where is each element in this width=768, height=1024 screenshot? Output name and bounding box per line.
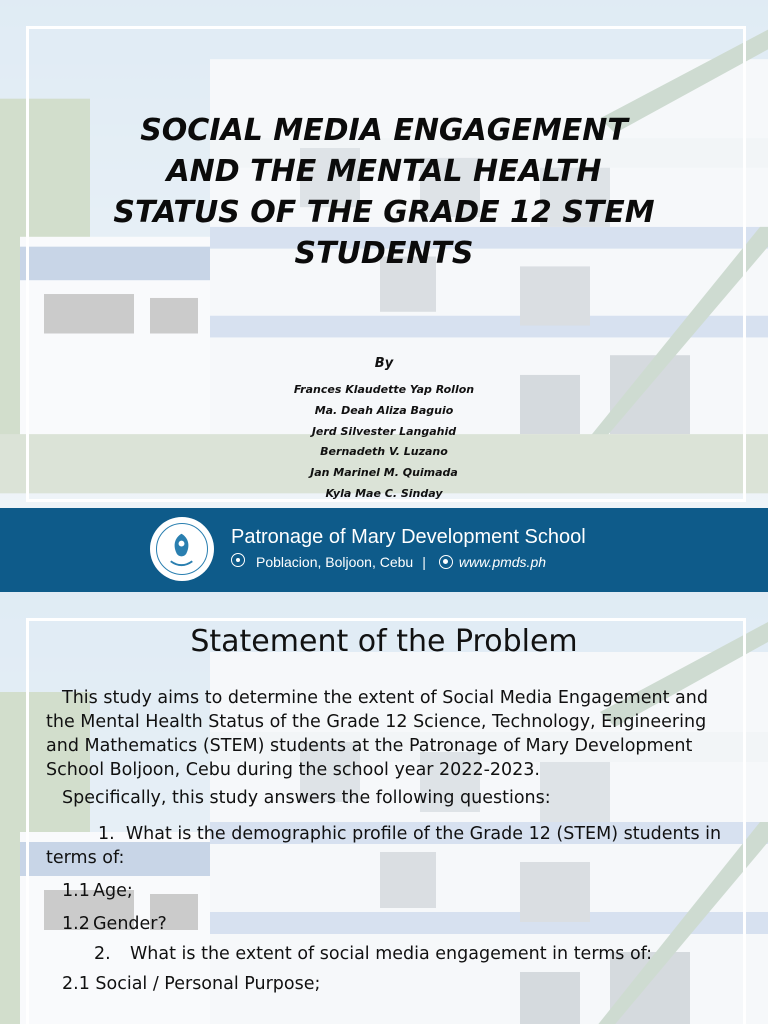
title-line: AND THE MENTAL HEALTH [166, 154, 602, 189]
slide-title: Statement of the Problem [190, 624, 578, 659]
school-location: Poblacion, Boljoon, Cebu [256, 554, 414, 570]
globe-icon [439, 555, 453, 569]
title-line: STATUS OF THE GRADE 12 STEM [113, 195, 655, 230]
school-seal-icon [156, 523, 208, 575]
question-text: What is the extent of social media engagement in terms of: [130, 944, 653, 964]
title-line: STUDENTS [294, 236, 474, 271]
sub-item-text: Age; [93, 881, 133, 901]
presentation-title [40, 110, 728, 274]
question-number: 2. [94, 944, 111, 964]
sub-item-number: 1.2 [62, 914, 90, 934]
questions-lead: Specifically, this study answers the following questions: [62, 788, 551, 808]
sub-item-text: Gender? [93, 914, 167, 934]
intro-paragraph: This study aims to determine the extent of Social Media Engagement and the Mental Health Status of the Grade 12 Science, Technology, Engineering and Mathematics (STEM) students at the Patronage of Mary Development School Boljoon, Cebu during the school year 2022-2023. [46, 688, 708, 780]
question-text: What is the demographic profile of the Grade 12 (STEM) students in terms of: [46, 824, 722, 868]
location-pin-icon [231, 553, 245, 567]
school-contact-line [256, 554, 546, 570]
author-name: Kyla Mae C. Sinday [325, 486, 443, 500]
author-name: Frances Klaudette Yap Rollon [293, 383, 475, 396]
sub-item: 2.1 Social / Personal Purpose; [62, 974, 321, 994]
question-item [46, 822, 736, 870]
title-line: SOCIAL MEDIA ENGAGEMENT [140, 113, 628, 148]
slide-body [46, 686, 736, 996]
author-name: Jan Marinel M. Quimada [310, 466, 458, 480]
school-website: www.pmds.ph [458, 554, 547, 570]
question-item [46, 942, 736, 966]
question-number: 1. [98, 824, 115, 844]
school-name: Patronage of Mary Development School [231, 526, 586, 548]
school-banner [0, 508, 768, 592]
sub-item-number: 1.1 [62, 881, 90, 901]
problem-slide [0, 592, 768, 1024]
author-name: Jerd Silvester Langahid [311, 424, 457, 438]
school-logo [150, 517, 214, 581]
separator: | [422, 554, 426, 570]
sub-item [46, 879, 736, 903]
author-name: Bernadeth V. Luzano [320, 445, 448, 459]
by-label: By [374, 356, 394, 371]
author-list [0, 380, 768, 505]
author-name: Ma. Deah Aliza Baguio [314, 403, 454, 417]
sub-item [46, 912, 736, 936]
